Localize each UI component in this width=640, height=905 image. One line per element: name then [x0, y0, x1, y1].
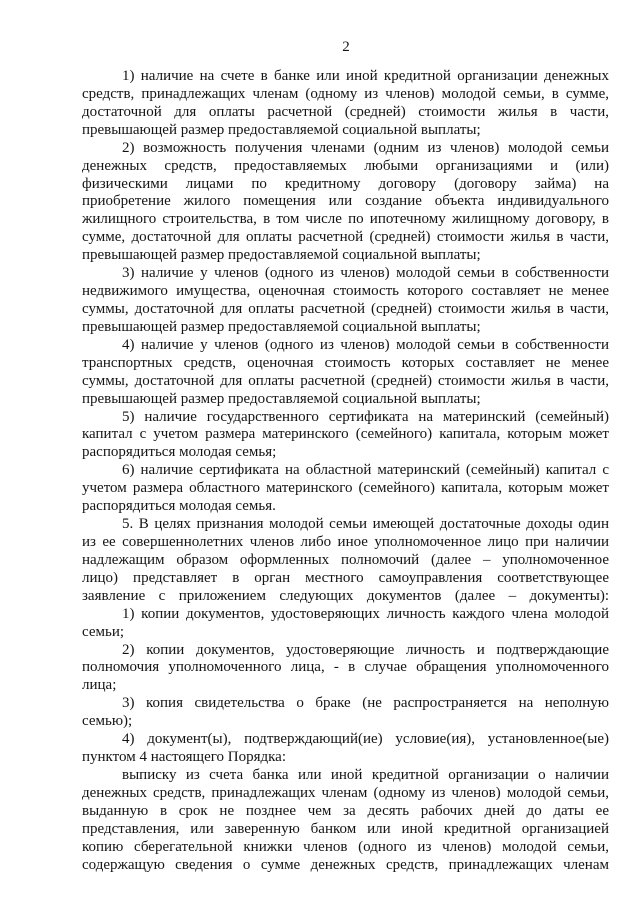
page-number: 2	[342, 39, 350, 55]
text-line: 2) возможность получения членами (одним из членов) молодой семьи	[122, 139, 609, 156]
text-line: выписку из счета банка или иной кредитной организации о наличии	[122, 766, 609, 783]
text-line: превышающей размер предоставляемой социальной выплаты;	[82, 247, 481, 264]
text-line: превышающей размер предоставляемой социальной выплаты;	[82, 318, 481, 335]
text-line: жилищного строительства, в том числе по ипотечному жилищному договору, в	[82, 211, 609, 228]
text-line: превышающей размер предоставляемой социальной выплаты;	[82, 121, 481, 138]
paragraph-document-3-marriage	[82, 695, 609, 731]
text-line: копию сберегательной книжки членов (одного из членов) молодой семьи,	[82, 838, 609, 855]
text-line: надлежащим образом оформленных полномочий (далее – уполномоченное	[82, 551, 609, 568]
text-line: 2) копии документов, удостоверяющие личность и подтверждающие	[122, 641, 609, 658]
text-line: представления, или заверенную банком или иной кредитной организацией	[82, 820, 609, 837]
text-line: 1) наличие на счете в банке или иной кредитной организации денежных	[122, 68, 609, 84]
text-line: денежных средств, предоставляемых любыми организациями и (или)	[82, 157, 609, 174]
paragraph-condition-3-real-estate	[82, 265, 609, 337]
text-line: распорядиться молодая семья;	[82, 444, 277, 461]
text-line: семьи;	[82, 623, 125, 640]
paragraph-clause-5	[82, 516, 609, 606]
text-line: лицо) представляет в орган местного самоуправления соответствующее	[82, 569, 609, 586]
text-line: 4) наличие у членов (одного из членов) молодой семьи в собственности	[122, 336, 609, 353]
text-line: приобретение жилого помещения или создание объекта индивидуального	[82, 193, 609, 210]
text-line: содержащую сведения о сумме денежных средств, принадлежащих членам	[82, 856, 609, 873]
text-line: сумме, достаточной для оплаты расчетной (средней) стоимости жилья в части,	[82, 229, 609, 246]
paragraph-bank-statement	[82, 767, 609, 875]
text-line: денежных средств, принадлежащих членам (одному из членов) молодой семьи,	[82, 784, 609, 801]
paragraph-document-2-authorized-person	[82, 642, 609, 696]
text-line: суммы, достаточной для оплаты расчетной (средней) стоимости жилья в части,	[82, 300, 609, 317]
text-line: средств, принадлежащих членам (одному из членов) молодой семьи, в сумме,	[82, 85, 609, 102]
paragraph-document-4-conditions	[82, 731, 609, 767]
paragraph-condition-5-maternity-capital	[82, 409, 609, 463]
document-body	[82, 68, 609, 874]
text-line: недвижимого имущества, оценочная стоимость которого составляет не менее	[82, 283, 609, 300]
text-line: распорядиться молодая семья.	[82, 498, 276, 515]
paragraph-condition-6-regional-capital	[82, 462, 609, 516]
text-line: 6) наличие сертификата на областной материнский (семейный) капитал с	[122, 462, 609, 479]
text-line: семью);	[82, 713, 133, 730]
text-line: выданную в срок не позднее чем за десять рабочих дней до даты ее	[82, 802, 609, 819]
text-line: транспортных средств, оценочная стоимость которых составляет не менее	[82, 354, 609, 371]
paragraph-document-1-identity	[82, 606, 609, 642]
text-line: лица;	[82, 677, 117, 694]
text-line: 1) копии документов, удостоверяющих личность каждого члена молодой	[122, 605, 609, 622]
text-line: превышающей размер предоставляемой социальной выплаты;	[82, 390, 481, 407]
text-line: из ее совершеннолетних членов либо иное уполномоченное лицо при наличии	[82, 533, 609, 550]
text-line: 3) наличие у членов (одного из членов) молодой семьи в собственности	[122, 265, 609, 282]
text-line: 4) документ(ы), подтверждающий(ие) условие(ия), установленное(ые)	[122, 731, 609, 748]
text-line: полномочия уполномоченного лица, - в случае обращения уполномоченного	[82, 659, 609, 676]
text-line: 5. В целях признания молодой семьи имеющей достаточные доходы один	[122, 516, 609, 533]
text-line: учетом размера областного материнского (семейного) капитала, которым может	[82, 480, 609, 497]
text-line: физическими лицами по кредитному договору (договору займа) на	[82, 175, 609, 192]
paragraph-condition-4-vehicles	[82, 337, 609, 409]
text-line: 5) наличие государственного сертификата на материнский (семейный)	[122, 408, 609, 425]
text-line: достаточной для оплаты расчетной (средней) стоимости жилья в части,	[82, 103, 609, 120]
paragraph-condition-2-credit	[82, 140, 609, 265]
text-line: суммы, достаточной для оплаты расчетной (средней) стоимости жилья в части,	[82, 372, 609, 389]
paragraph-condition-1-bank-funds	[82, 68, 609, 140]
text-line: капитал с учетом размера материнского (семейного) капитала, которым может	[82, 426, 609, 443]
text-line: 3) копия свидетельства о браке (не распространяется на неполную	[122, 695, 609, 712]
text-line: пунктом 4 настоящего Порядка:	[82, 749, 287, 766]
text-line: заявление с приложением следующих документов (далее – документы):	[82, 587, 609, 604]
